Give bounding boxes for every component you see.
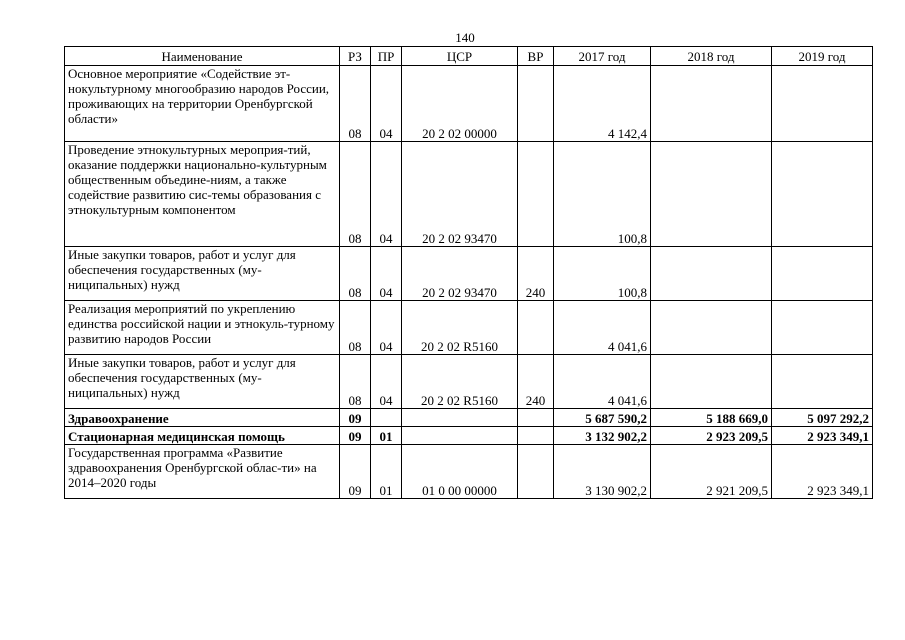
row-2017: 100,8 [554, 142, 651, 247]
row-csr: 20 2 02 00000 [402, 66, 518, 142]
row-2018 [651, 247, 772, 301]
row-vr: 240 [518, 355, 554, 409]
row-2019: 2 923 349,1 [772, 427, 873, 445]
row-rz: 08 [340, 142, 371, 247]
row-2019 [772, 301, 873, 355]
row-name: Здравоохранение [65, 409, 340, 427]
row-vr: 240 [518, 247, 554, 301]
row-2018: 5 188 669,0 [651, 409, 772, 427]
table-row [65, 355, 873, 409]
header-csr: ЦСР [402, 47, 518, 66]
row-2019 [772, 66, 873, 142]
row-name: Стационарная медицинская помощь [65, 427, 340, 445]
row-rz: 09 [340, 445, 371, 499]
row-pr: 01 [371, 445, 402, 499]
row-rz: 09 [340, 427, 371, 445]
page-number: 140 [455, 30, 475, 45]
row-name: Иные закупки товаров, работ и услуг для обеспечения государственных (му-ниципальных) нужд [65, 247, 340, 301]
row-vr [518, 301, 554, 355]
row-2018 [651, 66, 772, 142]
row-vr [518, 427, 554, 445]
row-2017: 3 132 902,2 [554, 427, 651, 445]
row-csr: 20 2 02 93470 [402, 142, 518, 247]
row-2019: 5 097 292,2 [772, 409, 873, 427]
row-name: Проведение этнокультурных мероприя-тий, оказание поддержки национально-культурным общественным объедине-ниям, а также содействие развитию сис-темы образования с этнокультурным компонентом [65, 142, 340, 247]
header-vr: ВР [518, 47, 554, 66]
row-2019: 2 923 349,1 [772, 445, 873, 499]
row-name: Реализация мероприятий по укреплению единства российской нации и этнокуль-турному развитию народов России [65, 301, 340, 355]
row-pr: 04 [371, 301, 402, 355]
header-2017: 2017 год [554, 47, 651, 66]
row-2018 [651, 355, 772, 409]
row-2017: 4 041,6 [554, 355, 651, 409]
table-row [65, 66, 873, 142]
row-rz: 09 [340, 409, 371, 427]
row-vr [518, 142, 554, 247]
row-2018 [651, 301, 772, 355]
row-csr: 20 2 02 R5160 [402, 355, 518, 409]
header-2019: 2019 год [772, 47, 873, 66]
row-2017: 3 130 902,2 [554, 445, 651, 499]
row-2017: 4 041,6 [554, 301, 651, 355]
row-pr [371, 409, 402, 427]
row-2017: 4 142,4 [554, 66, 651, 142]
header-row [65, 47, 873, 66]
row-pr: 04 [371, 66, 402, 142]
table-row [65, 301, 873, 355]
row-csr [402, 427, 518, 445]
row-csr [402, 409, 518, 427]
row-pr: 04 [371, 355, 402, 409]
row-name: Основное мероприятие «Содействие эт-нокультурному многообразию народов России, проживающих на территории Оренбургской области» [65, 66, 340, 142]
row-2018 [651, 142, 772, 247]
row-pr: 04 [371, 247, 402, 301]
header-2018: 2018 год [651, 47, 772, 66]
row-pr: 04 [371, 142, 402, 247]
row-2017: 100,8 [554, 247, 651, 301]
row-vr [518, 445, 554, 499]
table-row [65, 247, 873, 301]
row-2017: 5 687 590,2 [554, 409, 651, 427]
row-2019 [772, 247, 873, 301]
row-rz: 08 [340, 247, 371, 301]
row-rz: 08 [340, 66, 371, 142]
row-csr: 01 0 00 00000 [402, 445, 518, 499]
table-row [65, 445, 873, 499]
row-vr [518, 66, 554, 142]
table-row [65, 409, 873, 427]
table-row [65, 142, 873, 247]
row-name: Иные закупки товаров, работ и услуг для обеспечения государственных (му-ниципальных) нужд [65, 355, 340, 409]
header-name: Наименование [65, 47, 340, 66]
row-csr: 20 2 02 R5160 [402, 301, 518, 355]
row-name: Государственная программа «Развитие здравоохранения Оренбургской облас-ти» на 2014–2020 годы [65, 445, 340, 499]
row-2018: 2 923 209,5 [651, 427, 772, 445]
table-row [65, 427, 873, 445]
row-2019 [772, 142, 873, 247]
row-vr [518, 409, 554, 427]
row-pr: 01 [371, 427, 402, 445]
row-rz: 08 [340, 301, 371, 355]
row-csr: 20 2 02 93470 [402, 247, 518, 301]
budget-table [64, 46, 873, 499]
row-2019 [772, 355, 873, 409]
header-rz: РЗ [340, 47, 371, 66]
row-2018: 2 921 209,5 [651, 445, 772, 499]
row-rz: 08 [340, 355, 371, 409]
header-pr: ПР [371, 47, 402, 66]
